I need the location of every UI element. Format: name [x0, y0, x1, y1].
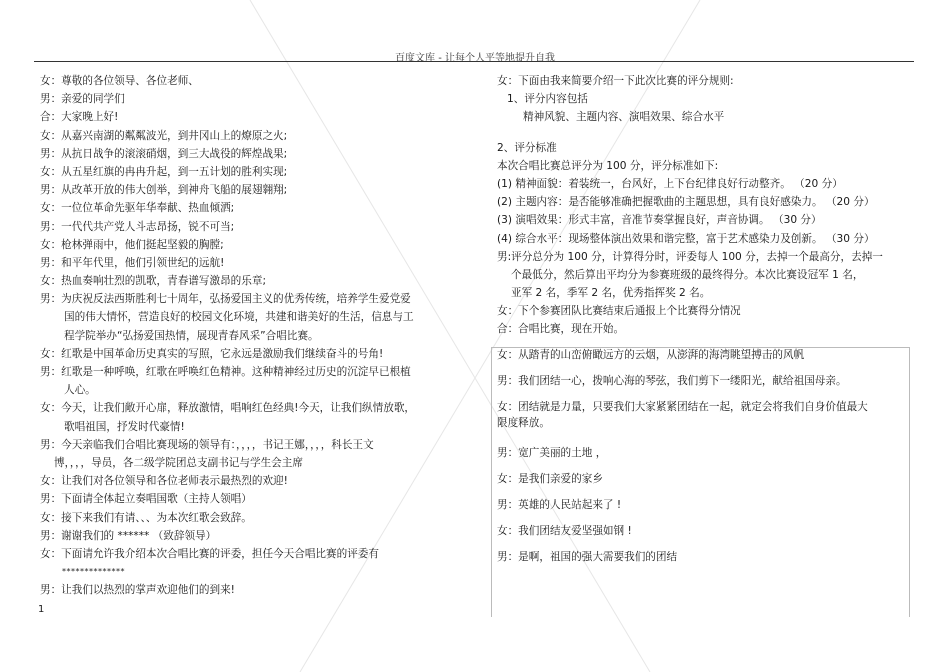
- script-line: 男：今天亲临我们合唱比赛现场的领导有：，，，，书记王娜，，，，科长王文: [40, 438, 374, 451]
- script-line-continued: 博，，，，导员，各二级学院团总支副书记与学生会主席: [54, 456, 303, 469]
- script-line: 女：热血奏响壮烈的凯歌，青春谱写激昂的乐章;: [40, 275, 267, 288]
- script-line: 男：下面请全体起立奏唱国歌（主持人领唱）: [40, 493, 252, 506]
- script-line: 女：尊敬的各位领导、各位老师、: [40, 75, 199, 87]
- scoring-intro: 本次合唱比赛总评分为 100 分，评分标准如下:: [497, 159, 719, 172]
- box-border-left: [491, 347, 492, 617]
- script-line-continued: 亚军 2 名，季军 2 名，优秀指挥奖 2 名。: [511, 287, 711, 300]
- script-line: 女：下个参赛团队比赛结束后通报上个比赛得分情况: [497, 305, 741, 318]
- header-text: 百度文库 - 让每个人平等地提升自我: [395, 53, 555, 64]
- script-line: 女：今天，让我们敞开心扉，释放激情，唱响红色经典!今天，让我们纵情放歌，: [40, 402, 416, 415]
- header-rule: [34, 61, 914, 62]
- scoring-criterion: (3) 演唱效果：形式丰富，音准节奏掌握良好，声音协调。 （30 分）: [497, 214, 822, 227]
- judges-placeholder: **************: [62, 567, 125, 577]
- script-line-continued: 程学院举办“弘扬爱国热情，展现青春风采”合唱比赛。: [64, 329, 319, 342]
- scoring-criterion: (4) 综合水平：现场整体演出效果和谐完整，富于艺术感染力及创新。 （30 分）: [497, 232, 875, 245]
- script-line: 男：让我们以热烈的掌声欢迎他们的到来!: [40, 584, 235, 597]
- script-line: 女：接下来我们有请、、、为本次红歌会致辞。: [40, 511, 252, 524]
- script-line: 女：让我们对各位领导和各位老师表示最热烈的欢迎!: [40, 475, 288, 488]
- section-heading: 1、评分内容包括: [507, 93, 588, 106]
- script-line: 合：合唱比赛，现在开始。: [497, 323, 625, 336]
- script-line: 男：谢谢我们的 ****** （致辞领导）: [40, 529, 217, 542]
- script-line: 男：一代代共产党人斗志昂扬，锐不可当;: [40, 220, 235, 233]
- lower-script-block: [497, 346, 917, 574]
- script-line: 男:评分总分为 100 分，计算得分时，评委每人 100 分，去掉一个最高分，去掉一: [497, 250, 883, 263]
- script-line: 女：下面请允许我介绍本次合唱比赛的评委，担任今天合唱比赛的评委有: [40, 547, 379, 560]
- script-line: 男：是啊，祖国的强大需要我们的团结: [497, 551, 678, 563]
- script-line: 男：从抗日战争的滚滚硝烟，到三大战役的辉煌战果;: [40, 147, 288, 160]
- script-line-continued: 国的伟大情怀，营造良好的校园文化环境，共建和谐美好的生活，信息与工: [64, 311, 414, 324]
- script-line: 男：英雄的人民站起来了 !: [497, 499, 622, 511]
- script-line: 男：为庆祝反法西斯胜利七十周年，弘扬爱国主义的优秀传统，培养学生爱党爱: [40, 293, 411, 306]
- script-line: 男：宽广美丽的土地 ，: [497, 447, 607, 459]
- script-line: 女：我们团结友爱坚强如钢 !: [497, 525, 632, 537]
- left-column: [40, 72, 472, 599]
- scoring-criterion: (1) 精神面貌：着装统一，台风好，上下台纪律良好行动整齐。 （20 分）: [497, 177, 843, 190]
- script-line: 女：从踏青的山峦俯瞰远方的云烟，从澎湃的海湾眺望搏击的风帆: [497, 349, 805, 361]
- script-line: 女：下面由我来简要介绍一下此次比赛的评分规则:: [497, 75, 734, 87]
- script-line: 女：团结就是力量，只要我们大家紧紧团结在一起，就定会将我们自身价值最大: [497, 401, 868, 413]
- script-line-continued: 人心。: [64, 384, 96, 397]
- page-number: 1: [38, 604, 45, 615]
- script-line: 女：从嘉兴南湖的粼粼波光，到井冈山上的燎原之火;: [40, 129, 288, 142]
- script-line: 女：一位位革命先驱年华奉献、热血倾洒;: [40, 202, 235, 215]
- script-line: 男：亲爱的同学们: [40, 93, 125, 106]
- script-line: 女：从五星红旗的冉冉升起，到一五计划的胜利实现;: [40, 165, 288, 178]
- script-line: 女：是我们亲爱的家乡: [497, 473, 603, 485]
- script-line-continued: 个最低分，然后算出平均分为参赛班级的最终得分。本次比赛设冠军 1 名，: [511, 268, 864, 281]
- right-column: [497, 72, 917, 339]
- script-line-continued: 限度释放。: [497, 417, 550, 429]
- section-heading: 2、评分标准: [497, 141, 557, 154]
- script-line: 合：大家晚上好!: [40, 111, 119, 124]
- script-line: 男：我们团结一心，拨响心海的琴弦，我们剪下一缕阳光，献给祖国母亲。: [497, 375, 847, 387]
- script-line-continued: 歌唱祖国，抒发时代豪情!: [64, 420, 185, 433]
- script-line: 男：和平年代里，他们引领世纪的远航!: [40, 256, 225, 269]
- script-line: 男：从改革开放的伟大创举，到神舟飞船的展翅翱翔;: [40, 184, 288, 197]
- script-line: 女：枪林弹雨中，他们挺起坚毅的胸膛;: [40, 238, 224, 251]
- scoring-items: 精神风貌、主题内容、演唱效果、综合水平: [523, 111, 725, 124]
- script-line: 男：红歌是一种呼唤，红歌在呼唤红色精神。这种精神经过历史的沉淀早已根植: [40, 366, 411, 378]
- scoring-criterion: (2) 主题内容：是否能够准确把握歌曲的主题思想，具有良好感染力。 （20 分）: [497, 196, 875, 209]
- script-line: 女：红歌是中国革命历史真实的写照，它永远是激励我们继续奋斗的号角!: [40, 347, 384, 360]
